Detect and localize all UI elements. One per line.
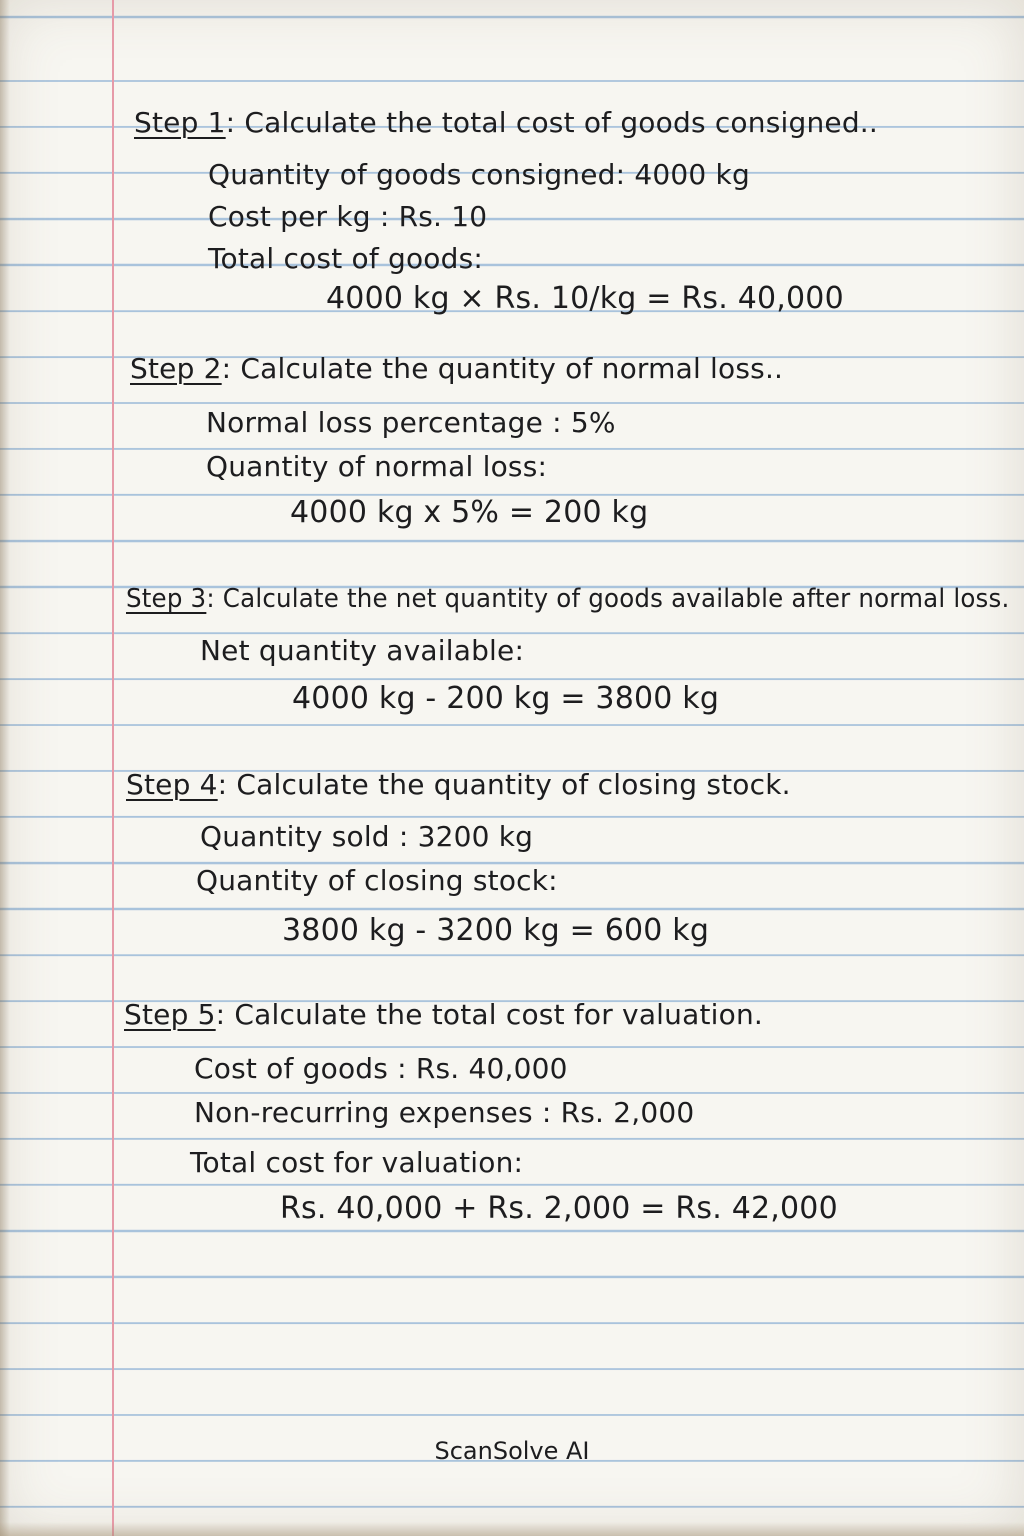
step-2-heading xyxy=(130,352,783,386)
step-5-calculation: Rs. 40,000 + Rs. 2,000 = Rs. 42,000 xyxy=(280,1191,838,1226)
step-2-title: : Calculate the quantity of normal loss.. xyxy=(221,352,784,385)
page-edge-shadow xyxy=(0,0,10,1536)
step-5-line-2: Non-recurring expenses : Rs. 2,000 xyxy=(194,1096,695,1129)
step-5-title: : Calculate the total cost for valuation. xyxy=(215,998,763,1031)
step-5-line-1: Cost of goods : Rs. 40,000 xyxy=(194,1052,568,1085)
step-5-heading xyxy=(124,998,763,1032)
page-bottom-edge xyxy=(0,1522,1024,1536)
step-4-label: Step 4 xyxy=(126,768,218,801)
step-1-heading xyxy=(134,106,878,140)
step-4-line-1: Quantity sold : 3200 kg xyxy=(200,820,534,853)
step-3-calculation: 4000 kg - 200 kg = 3800 kg xyxy=(292,681,720,716)
step-4-title: : Calculate the quantity of closing stock. xyxy=(217,768,791,801)
step-4-calculation: 3800 kg - 3200 kg = 600 kg xyxy=(282,913,710,948)
step-4-heading xyxy=(126,768,791,802)
step-1-line-2: Cost per kg : Rs. 10 xyxy=(208,200,488,233)
step-1-line-3: Total cost of goods: xyxy=(208,242,484,275)
step-5-line-3: Total cost for valuation: xyxy=(190,1146,524,1179)
step-3-title: : Calculate the net quantity of goods available after normal loss. xyxy=(206,584,1010,614)
margin-line xyxy=(112,0,114,1536)
step-3-heading xyxy=(126,582,1009,616)
step-1-line-1: Quantity of goods consigned: 4000 kg xyxy=(208,158,750,191)
step-3-line-1: Net quantity available: xyxy=(200,634,525,667)
footer-brand: ScanSolve AI xyxy=(434,1437,590,1465)
step-4-line-2: Quantity of closing stock: xyxy=(196,864,558,897)
step-1-title: : Calculate the total cost of goods consigned.. xyxy=(225,106,878,139)
step-1-calculation: 4000 kg × Rs. 10/kg = Rs. 40,000 xyxy=(326,281,844,316)
step-1-label: Step 1 xyxy=(134,106,226,139)
step-2-line-1: Normal loss percentage : 5% xyxy=(206,406,616,439)
step-2-calculation: 4000 kg x 5% = 200 kg xyxy=(290,495,649,530)
step-2-line-2: Quantity of normal loss: xyxy=(206,450,548,483)
step-5-label: Step 5 xyxy=(124,998,216,1031)
step-3-label: Step 3 xyxy=(126,584,207,614)
step-2-label: Step 2 xyxy=(130,352,222,385)
